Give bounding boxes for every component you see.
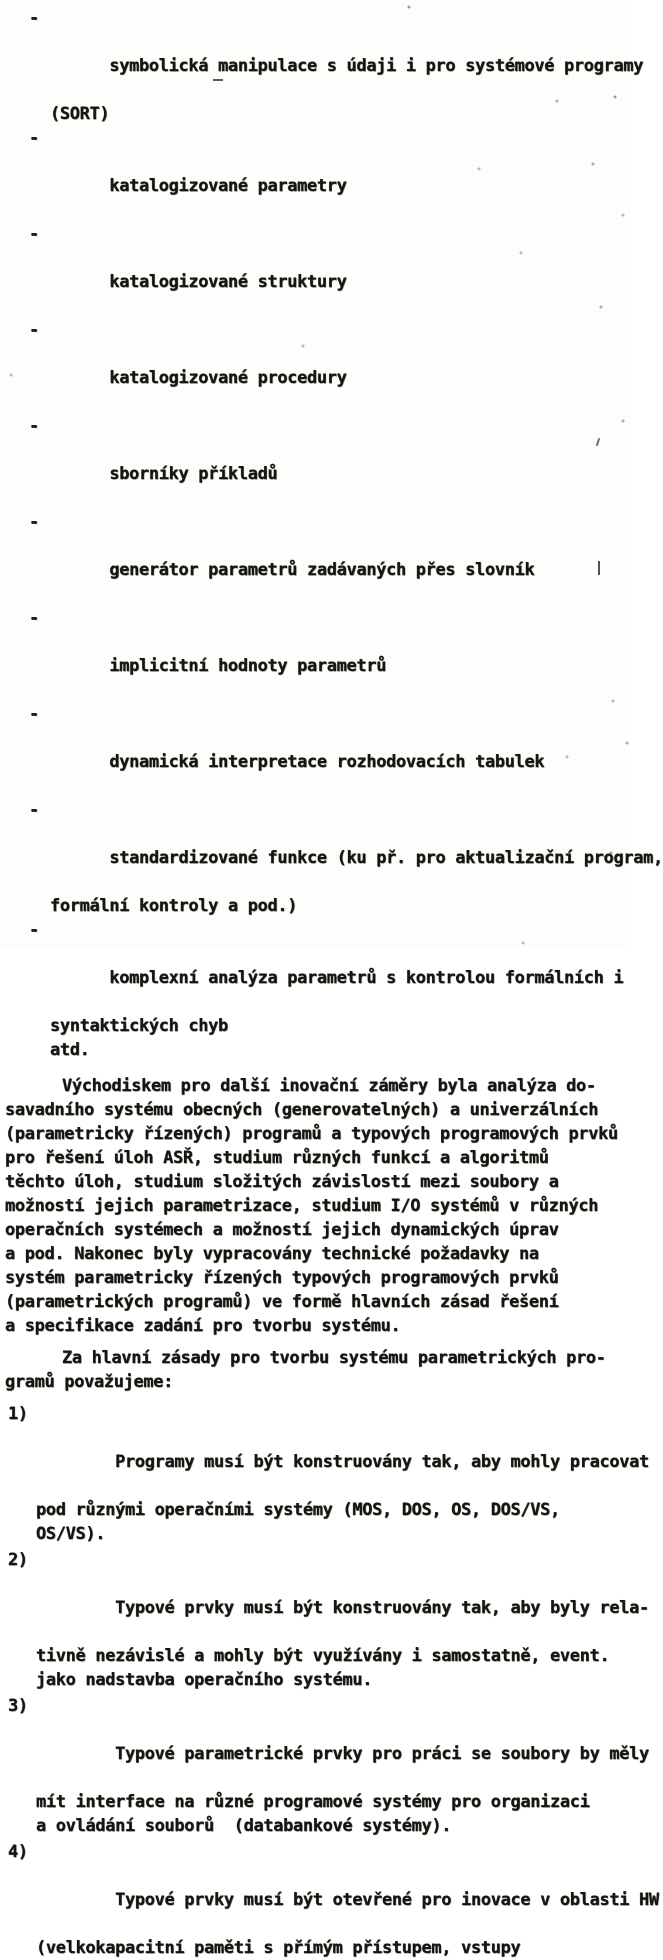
bullet-text-line: syntaktických chyb bbox=[50, 1016, 228, 1036]
bullet-item bbox=[0, 414, 630, 510]
bullet-text: katalogizované struktury bbox=[109, 272, 347, 292]
paragraph-line: (parametricky řízených) programů a typových programových prvků bbox=[5, 1124, 618, 1144]
bullet-dash: - bbox=[29, 8, 39, 28]
item-number: 1) bbox=[8, 1404, 28, 1424]
numbered-list bbox=[0, 1402, 659, 1960]
numbered-item bbox=[0, 1694, 649, 1838]
numbered-item-line: (velkokapacitní paměti s přímým přístupem, vstupy bbox=[36, 1938, 521, 1958]
paragraph-line: systém parametricky řízených typových programových prvků bbox=[5, 1268, 559, 1288]
scan-mark bbox=[213, 79, 223, 81]
bullet-text: katalogizované procedury bbox=[109, 368, 347, 388]
numbered-item-line: a ovládání souborů (databankové systémy). bbox=[36, 1816, 452, 1836]
bullet-dash: - bbox=[29, 920, 39, 940]
paragraph bbox=[0, 1074, 630, 1338]
bullet-item bbox=[0, 702, 630, 798]
bullet-dash: - bbox=[29, 608, 39, 628]
numbered-item bbox=[0, 1402, 649, 1546]
numbered-item-line bbox=[0, 1402, 649, 1498]
bullet-item bbox=[0, 126, 630, 222]
paragraph-line: a pod. Nakonec byly vypracovány technické požadavky na bbox=[5, 1244, 539, 1264]
paragraph-line: těchto úloh, studium složitých závislostí mezi soubory a bbox=[5, 1172, 559, 1192]
paragraph-line: a specifikace zadání pro tvorbu systému. bbox=[5, 1316, 401, 1336]
bullet-item bbox=[0, 918, 630, 1014]
bullet-text-line: formální kontroly a pod.) bbox=[50, 896, 298, 916]
numbered-text: Typové prvky musí být konstruovány tak, aby byly rela- bbox=[115, 1598, 649, 1618]
bullet-item bbox=[0, 222, 630, 318]
bullet-text: komplexní analýza parametrů s kontrolou formálních i bbox=[109, 968, 624, 988]
numbered-item bbox=[0, 1548, 649, 1692]
numbered-item-line: pod různými operačními systémy (MOS, DOS, OS, DOS/VS, bbox=[36, 1500, 560, 1520]
bullet-text: katalogizované parametry bbox=[109, 176, 347, 196]
paragraph-line: možností jejich parametrizace, studium I/O systémů v různých bbox=[5, 1196, 599, 1216]
bullet-text: dynamická interpretace rozhodovacích tabulek bbox=[109, 752, 545, 772]
bullet-item bbox=[0, 510, 630, 606]
item-number: 2) bbox=[8, 1550, 28, 1570]
bullet-dash: - bbox=[29, 128, 39, 148]
numbered-text: Typové prvky musí být otevřené pro inovace v oblasti HW bbox=[115, 1890, 659, 1910]
bullet-dash: - bbox=[29, 320, 39, 340]
bullet-text-line: atd. bbox=[50, 1040, 90, 1060]
item-number: 3) bbox=[8, 1696, 28, 1716]
bullet-item bbox=[0, 318, 630, 414]
bullet-text: standardizované funkce (ku př. pro aktualizační program, bbox=[109, 848, 663, 868]
scan-mark bbox=[598, 561, 600, 575]
scan-speckle bbox=[0, 0, 2, 2]
bullet-item bbox=[0, 6, 644, 102]
bullet-text: generátor parametrů zadávaných přes slovník bbox=[109, 560, 535, 580]
numbered-item-line bbox=[0, 1694, 649, 1790]
item-number: 4) bbox=[8, 1842, 28, 1862]
bullet-text: symbolická manipulace s údaji i pro systémové programy bbox=[109, 56, 644, 76]
paragraph-line: savadního systému obecných (generovatelných) a univerzálních bbox=[5, 1100, 599, 1120]
numbered-item-line bbox=[0, 1840, 659, 1936]
numbered-item-line: OS/VS). bbox=[36, 1524, 106, 1544]
numbered-item-line: tivně nezávislé a mohly být využívány i samostatně, event. bbox=[36, 1646, 610, 1666]
paragraph-line: Za hlavní zásady pro tvorbu systému parametrických pro- bbox=[62, 1348, 606, 1368]
bullet-text: implicitní hodnoty parametrů bbox=[109, 656, 387, 676]
bullet-dash: - bbox=[29, 512, 39, 532]
numbered-item-line: mít interface na různé programové systémy pro organizaci bbox=[36, 1792, 590, 1812]
bullet-dash: - bbox=[29, 224, 39, 244]
paragraph-line: Východiskem pro další inovační záměry byla analýza do- bbox=[62, 1076, 596, 1096]
bullet-text: sborníky příkladů bbox=[109, 464, 278, 484]
bullet-dash: - bbox=[29, 704, 39, 724]
numbered-text: Programy musí být konstruovány tak, aby mohly pracovat bbox=[115, 1452, 649, 1472]
paragraph-line: pro řešení úloh ASŘ, studium různých funkcí a algoritmů bbox=[5, 1148, 549, 1168]
bullet-item bbox=[0, 606, 630, 702]
paragraph-line: (parametrických programů) ve formě hlavních zásad řešení bbox=[5, 1292, 559, 1312]
numbered-item-line: jako nadstavba operačního systému. bbox=[36, 1670, 373, 1690]
paragraph-line: operačních systémech a možností jejich dynamických úprav bbox=[5, 1220, 559, 1240]
paragraph-line: gramů považujeme: bbox=[5, 1372, 174, 1392]
numbered-text: Typové parametrické prvky pro práci se soubory by měly bbox=[115, 1744, 649, 1764]
bullet-item bbox=[0, 798, 663, 894]
bullet-text-line: (SORT) bbox=[50, 104, 110, 124]
paragraph bbox=[0, 1346, 630, 1394]
numbered-item bbox=[0, 1840, 659, 1960]
bullet-dash: - bbox=[29, 800, 39, 820]
numbered-item-line bbox=[0, 1548, 649, 1644]
bullet-dash: - bbox=[29, 416, 39, 436]
